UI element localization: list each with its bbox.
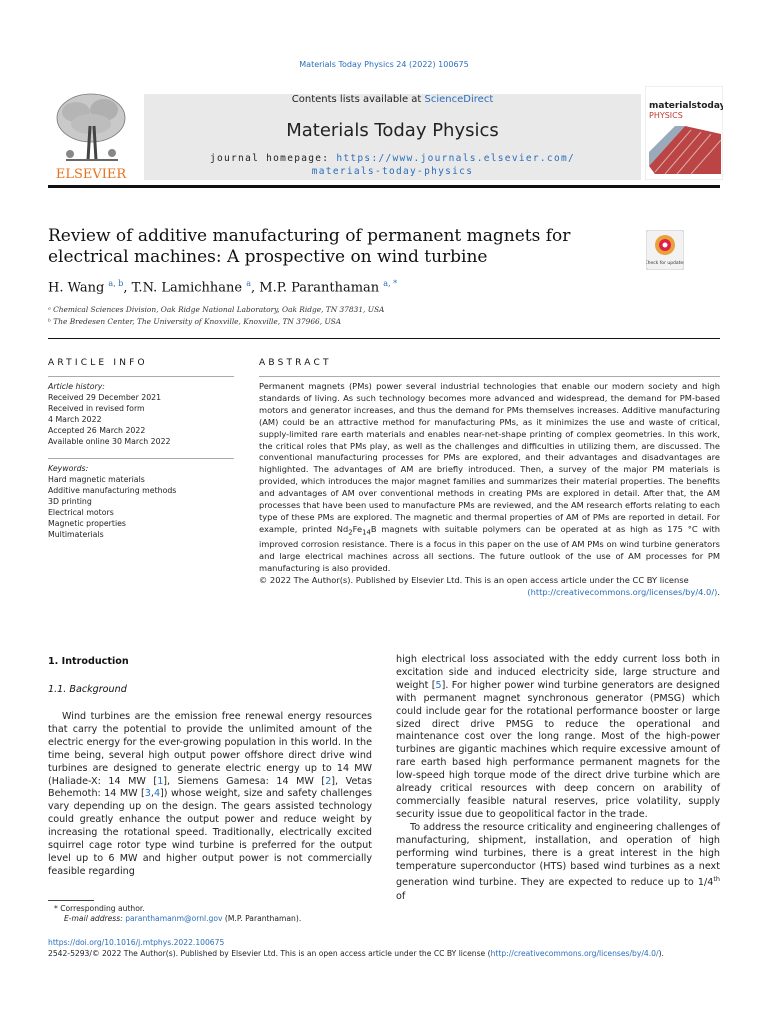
cover-subtitle: PHYSICS bbox=[649, 111, 683, 120]
article-history bbox=[48, 381, 238, 447]
citation-link[interactable]: 3 bbox=[144, 788, 151, 800]
author-name[interactable]: M.P. Paranthaman bbox=[259, 280, 380, 296]
elsevier-logo bbox=[46, 86, 136, 182]
author-list bbox=[48, 279, 397, 295]
keyword-item: 3D printing bbox=[48, 497, 92, 506]
history-entry: Available online 30 March 2022 bbox=[48, 437, 171, 446]
keywords bbox=[48, 463, 238, 540]
divider bbox=[48, 458, 234, 459]
header-rule bbox=[48, 185, 720, 188]
license-link-footer[interactable]: http://creativecommons.org/licenses/by/4.0/ bbox=[490, 949, 659, 958]
check-for-updates-badge[interactable] bbox=[646, 230, 684, 270]
journal-cover bbox=[645, 86, 723, 180]
divider bbox=[48, 338, 720, 339]
publisher-wordmark: ELSEVIER bbox=[55, 167, 127, 182]
cover-title: materialstoday bbox=[649, 101, 723, 111]
section-heading: 1. Introduction bbox=[48, 656, 129, 667]
keyword-item: Multimaterials bbox=[48, 530, 104, 539]
corresponding-note: * Corresponding author. bbox=[54, 904, 145, 913]
affiliation-b: ᵇ The Bredesen Center, The University of Knoxville, Knoxville, TN 37966, USA bbox=[48, 317, 342, 326]
keywords-label: Keywords: bbox=[48, 464, 89, 473]
journal-homepage: journal homepage: https://www.journals.elsevier.com/ materials-today-physics bbox=[209, 153, 576, 177]
homepage-link[interactable]: https://www.journals.elsevier.com/ bbox=[336, 153, 576, 164]
keyword-item: Hard magnetic materials bbox=[48, 475, 145, 484]
tree-icon bbox=[57, 94, 125, 160]
doi-link[interactable]: https://doi.org/10.1016/j.mtphys.2022.100675 bbox=[48, 938, 225, 947]
journal-reference[interactable]: Materials Today Physics 24 (2022) 100675 bbox=[299, 60, 469, 69]
citation-link[interactable]: 4 bbox=[153, 788, 161, 800]
author-name[interactable]: H. Wang bbox=[48, 280, 105, 296]
issn-line: 2542-5293/© 2022 The Author(s). Published by Elsevier Ltd. This is an open access article under the CC BY license (http://creativecommons.org/licenses/by/4.0/). bbox=[48, 949, 664, 958]
history-entry: Received 29 December 2021 bbox=[48, 393, 162, 402]
history-label: Article history: bbox=[48, 382, 105, 391]
author-affiliation-marker[interactable]: a, b bbox=[108, 279, 124, 288]
abstract-text: Permanent magnets (PMs) power several industrial technologies that enable our modern society and high standards of living. As such technology becomes more advanced and widespread, the demand for PM-based motors and generator increases, and thus the demand for PMs themselves increases. Additive manufacturing (AM) could be an attractive method for manufacturing PMs, as it minimizes the use and waste of critical, supply-limited rare earth materials and enables near-net-shape printing of complex geometries. In this work, the critical roles that PMs play, as well as the challenges and difficulties in utilizing them, are discussed. The conventional manufacturing processes for PMs are explored, and their advantages and disadvantages are highlighted. The advantages of AM are briefly introduced. Then, a survey of the major PM materials is provided, which introduces the major magnet families and summarizes their material properties. The benefits and advantages of AM over conventional methods in creating PMs are explored in detail. After that, the AM processes that have been used to manufacture PMs are reviewed, and the AM research efforts relating to each type of these PMs are explored. The magnetic and thermal properties of AM of PMs are reported in detail. For example, printed $Nd_2Fe_{14}B$ magnets with suitable polymers can be operated at as high as 175 °C with improved corrosion resistance. There is a focus in this paper on the use of AM PMs on wind turbine generators and large electrical machines across all sections. The future outlook of the use of AM processes for PM manufacturing is also provided. © 2022 The Author(s). Published by Elsevier Ltd. This is an open access article under the CC BY license (http://creativecommons.org/licenses/by/4.0/). bbox=[259, 381, 720, 598]
contents-line: Contents lists available at ScienceDirect bbox=[291, 94, 494, 105]
badge-text: Check for updates bbox=[646, 261, 684, 266]
email-link[interactable]: paranthamanm@ornl.gov bbox=[125, 914, 223, 923]
footnote-rule bbox=[48, 900, 94, 901]
citation-link[interactable]: 1 bbox=[157, 775, 164, 787]
subsection-heading: 1.1. Background bbox=[48, 684, 127, 695]
author-affiliation-marker[interactable]: a bbox=[246, 279, 252, 288]
citation-link[interactable]: 5 bbox=[435, 679, 442, 691]
history-entry: Accepted 26 March 2022 bbox=[48, 426, 146, 435]
affiliation-a: ᵃ Chemical Sciences Division, Oak Ridge National Laboratory, Oak Ridge, TN 37831, USA bbox=[48, 305, 385, 314]
abstract-heading: ABSTRACT bbox=[259, 358, 332, 368]
left-column-text: Wind turbines are the emission free renewal energy resources that carry the potential to provide the unlimited amount of the electric energy for the ever-growing population in this world. In the time being, several high output power offshore direct drive wind turbines are designed to generate electric energy up to 14 MW (Haliade-X: 14 MW [1], Siemens Gamesa: 14 MW [2], Vetas Behemoth: 14 MW [3,4]) whose weight, size and safety challenges vary depending up on the design. The gears assisted technology could greatly enhance the output power and reduce weight by increasing the rotational speed. Traditionally, electrically excited squirrel cage rotor type wind turbine is preferred for the output level up to 6 MW and higher output power is not commercially feasible regarding bbox=[48, 711, 372, 877]
keyword-item: Additive manufacturing methods bbox=[48, 486, 177, 495]
history-entry: Received in revised form bbox=[48, 404, 145, 413]
homepage-link-cont[interactable]: materials-today-physics bbox=[311, 166, 474, 177]
author-separator: , bbox=[123, 280, 132, 296]
license-link[interactable]: (http://creativecommons.org/licenses/by/4.0/) bbox=[527, 587, 718, 598]
author-name[interactable]: T.N. Lamichhane bbox=[131, 280, 243, 296]
divider bbox=[259, 376, 720, 377]
article-title: Review of additive manufacturing of permanent magnets for electrical machines: A prospective on wind turbine bbox=[48, 226, 571, 267]
right-column-text: high electrical loss associated with the eddy current loss both in excitation side and induced electricity side, large structure and weight [5]. For higher power wind turbine generators are designed with permanent magnet synchronous generator (PMSG) which could include gear for the rotational performance booster or large sized direct drive PMSG to reduce the operational and maintenance cost over the long range. Most of the high-power turbines are gigantic machines which require excessive amount of rare earth based high performance permanent magnets for the low-speed high torque mode of the direct drive turbine which are already critical resources with deep concern on arability of commercially feasible natural reserves, price volatility, supply security issue due to geopolitical factor in the trade. To address the resource criticality and engineering challenges of manufacturing, shipment, installation, and operation of high performing wind turbines, there is a great interest in the high temperature superconductor (HTS) based wind turbines as a next generation wind turbine. They are expected to reduce up to 1/4th of bbox=[396, 654, 720, 902]
keyword-item: Magnetic properties bbox=[48, 519, 126, 528]
email-note: E-mail address: paranthamanm@ornl.gov (M.P. Paranthaman). bbox=[64, 914, 302, 923]
sciencedirect-link[interactable]: ScienceDirect bbox=[424, 94, 494, 105]
citation-link[interactable]: 2 bbox=[325, 775, 332, 787]
article-info-heading: ARTICLE INFO bbox=[48, 358, 148, 368]
keyword-item: Electrical motors bbox=[48, 508, 114, 517]
author-separator: , bbox=[251, 280, 260, 296]
divider bbox=[48, 376, 234, 377]
journal-title: Materials Today Physics bbox=[286, 120, 499, 141]
history-entry: 4 March 2022 bbox=[48, 415, 102, 424]
author-affiliation-marker[interactable]: a, * bbox=[383, 279, 398, 288]
